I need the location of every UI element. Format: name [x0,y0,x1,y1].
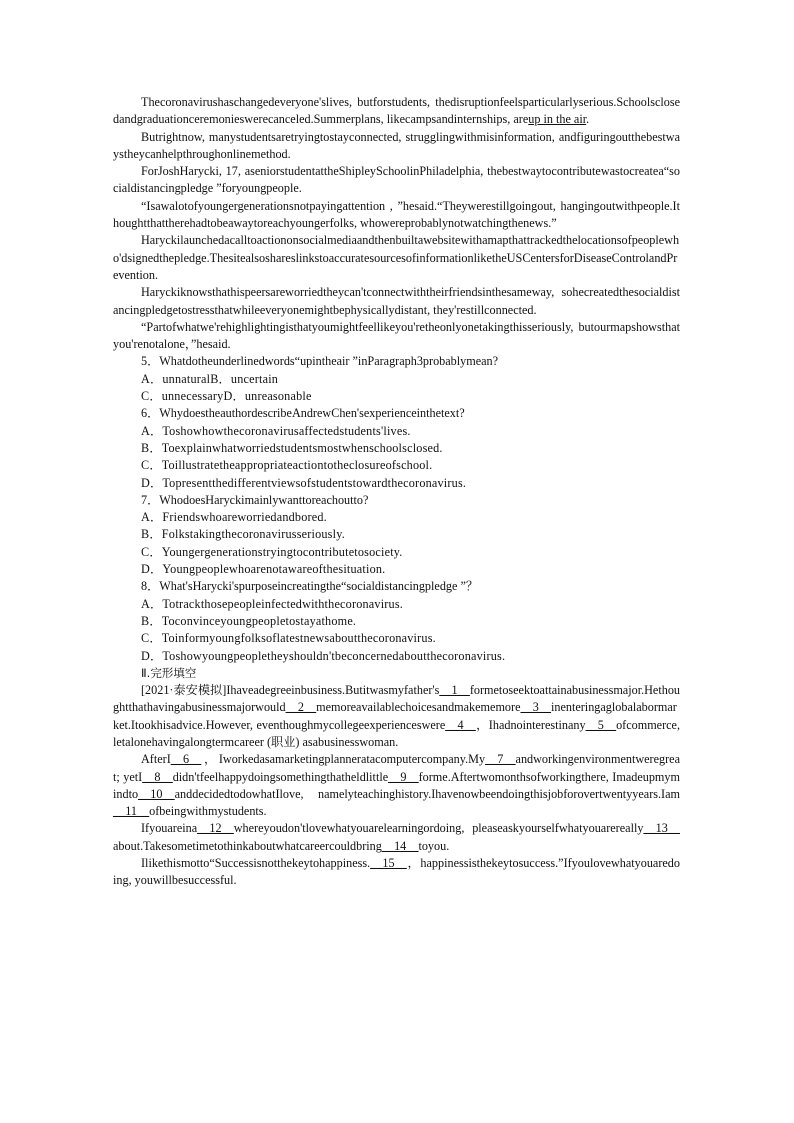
cloze-blank[interactable]: __5__ [585,717,617,732]
question-stem: 6．WhydoestheauthordescribeAndrewChen'sexperienceinthetext? [141,406,465,421]
cloze-paragraph-1 [113,682,680,751]
cloze-blank[interactable]: __3__ [520,700,551,715]
question-option: A．Toshowhowthecoronavirusaffectedstudents'lives. [141,423,411,438]
cloze-blank[interactable]: __2__ [285,700,317,715]
paragraph-text: inenteringaglobalabormarket.Itookhisadvice.However, eventhoughmycollegeexperienceswere [113,700,677,732]
section-heading: Ⅱ.完形填空 [141,665,197,680]
paragraph-text: ，Ihadnointerestinany [475,717,586,732]
paragraph-text: forme.Aftertwomonthsofworkingthere, Imadeupmymindto [113,769,680,801]
question-option: C．Toillustratetheappropriateactiontotheclosureofschool. [141,458,433,473]
paragraph-text: AfterI [141,752,171,767]
paragraph-text: didn'tfeelhappydoingsomethingthatheldlittle [172,769,389,784]
paragraph-text: whereyoudon'tlovewhatyouarelearningordoing, pleaseaskyourselfwhatyouarereally [233,821,644,836]
question-stem: 5．Whatdotheunderlinedwords“upintheair ”inParagraph3probablymean? [141,354,499,369]
passage-paragraph-3: ForJoshHarycki, 17, aseniorstudentattheShipleySchoolinPhiladelphia, thebestwaytocontributewastocreatea“socialdistancingpledge ”foryoungpeople. [113,164,680,196]
paragraph-text: Ifyouareina [141,821,198,836]
question-option: C．unnecessaryD．unreasonable [141,389,312,404]
cloze-blank[interactable]: __15__ [370,856,407,871]
question-option: A．Totrackthosepeopleinfectedwiththecoronavirus. [141,596,404,611]
question-option: D．Toshowyoungpeopletheyshouldn'tbeconcernedaboutthecoronavirus. [141,648,506,663]
cloze-blank[interactable]: __8__ [142,769,173,784]
cloze-blank[interactable]: __4__ [445,717,476,732]
cloze-paragraph-2 [113,751,680,820]
cloze-blank[interactable]: __10__ [138,786,175,801]
cloze-blank[interactable]: __13__ [643,821,680,836]
cloze-blank[interactable]: __7__ [485,752,516,767]
paragraph-text: . [586,112,590,127]
underlined-phrase: up in the air [528,112,587,127]
question-8 [113,578,680,664]
document-page [113,94,680,890]
cloze-blank[interactable]: __14__ [381,838,419,853]
paragraph-text: Ilikethismotto“Successisnotthekeytohappiness. [141,856,371,871]
question-stem: 8．What'sHarycki'spurposeincreatingthe“socialdistancingpledge ”？ [141,579,479,594]
cloze-paragraph-3 [113,820,680,855]
question-6 [113,405,680,491]
passage-paragraph-6: Haryckiknowsthathispeersareworriedtheycan'tconnectwiththeirfriendsinthesameway, sohecreatedthesocialdistancingpledgetostressthatwhileeveryonemightbephysicallydistant, they'restillconnected. [113,285,680,317]
question-option: C．Toinformyoungfolksoflatestnewsaboutthecoronavirus. [141,631,436,646]
paragraph-text: anddecidedtodowhatIlove, namelyteachinghistory.Ihavenowbeendoingthisjobforovertwentyyears.Iam [174,786,680,801]
cloze-blank[interactable]: __9__ [388,769,419,784]
paragraph-text: ，Iworkedasamarketingplanneratacomputercompany.My [201,752,486,767]
paragraph-text: about.Takesometimetothinkaboutwhatcareercouldbring [113,838,382,853]
cloze-blank[interactable]: __11__ [113,804,150,819]
passage-paragraph-2: Butrightnow, manystudentsaretryingtostayconnected, strugglingwithmisinformation, andfiguringoutthebestwaystheycanhelpthroughonlinemethod. [113,129,680,161]
cloze-blank[interactable]: __6__ [170,752,202,767]
passage-paragraph-7: “Partofwhatwe'rehighlightingisthatyoumightfeellikeyou'retheonlyonetakingthisseriously, butourmapshowsthatyou'renotalone，”hesaid. [113,319,680,352]
question-option: A．unnaturalB．uncertain [141,371,279,386]
paragraph-text: formetoseektoattainabusinessmajor.Hethoughtthathavingabusinessmajorwould [113,683,681,715]
question-option: B．Toexplainwhatworriedstudentsmostwhenschoolsclosed. [141,440,443,455]
paragraph-text: ofcommerce, letalonehavingalongtermcareer (职业) asabusinesswoman. [113,717,681,749]
question-stem: 7．WhodoesHaryckimainlywanttoreachoutto? [141,492,369,507]
paragraph-text: memoreavailablechoicesandmakememore [316,700,521,715]
cloze-blank[interactable]: __1__ [439,683,470,698]
paragraph-text: toyou. [418,838,450,853]
question-option: A．Friendswhoareworriedandbored. [141,510,327,525]
question-option: B．Toconvinceyoungpeopletostayathome. [141,613,357,628]
cloze-blank[interactable]: __12__ [197,821,234,836]
question-option: B．Folkstakingthecoronavirusseriously. [141,527,345,542]
paragraph-text: ofbeingwithmystudents. [149,804,267,819]
paragraph-text: ，happinessisthekeytosuccess.”Ifyoulovewhatyouaredoing, youwillbesuccessful. [113,856,680,888]
question-option: D．Topresentthedifferentviewsofstudentstowardthecoronavirus. [141,475,467,490]
passage-paragraph-1 [113,94,680,129]
question-option: D．Youngpeoplewhoarenotawareofthesituation. [141,562,386,577]
paragraph-text: Ihaveadegreeinbusiness.Butitwasmyfather's [226,683,440,698]
question-option: C．Youngergenerationstryingtocontributetosociety. [141,544,403,559]
source-tag: [2021·泰安模拟] [141,683,227,698]
paragraph-text: andworkingenvironmentweregreat; yetI [113,752,680,784]
question-5 [113,353,680,405]
cloze-paragraph-4 [113,855,680,890]
passage-paragraph-5: Haryckilaunchedacalltoactiononsocialmediaandthenbuiltawebsitewithamapthattrackedthelocationsofpeoplewho'dsignedthepledge.ThesitealsoshareslinkstoaccuratesourcesofinformationliketheUSCentersforDiseaseControlandPrevention. [113,233,680,282]
paragraph-text: Thecoronavirushaschangedeveryone'slives, butforstudents, thedisruptionfeelsparticularlyserious.Schoolsclosedandgraduationceremonieswerecanceled.Summerplans, likecampsandinternships, are [113,95,680,127]
passage-paragraph-4: “Isawalotofyoungergenerationsnotpayingattention , ”hesaid.“Theywerestillgoingout, hangingoutwithpeople.Ithoughtthattherehadtobeawaytoreachyoungerfolks, whowereprobablynotwatchingthenews.” [113,198,680,231]
question-7 [113,492,680,578]
